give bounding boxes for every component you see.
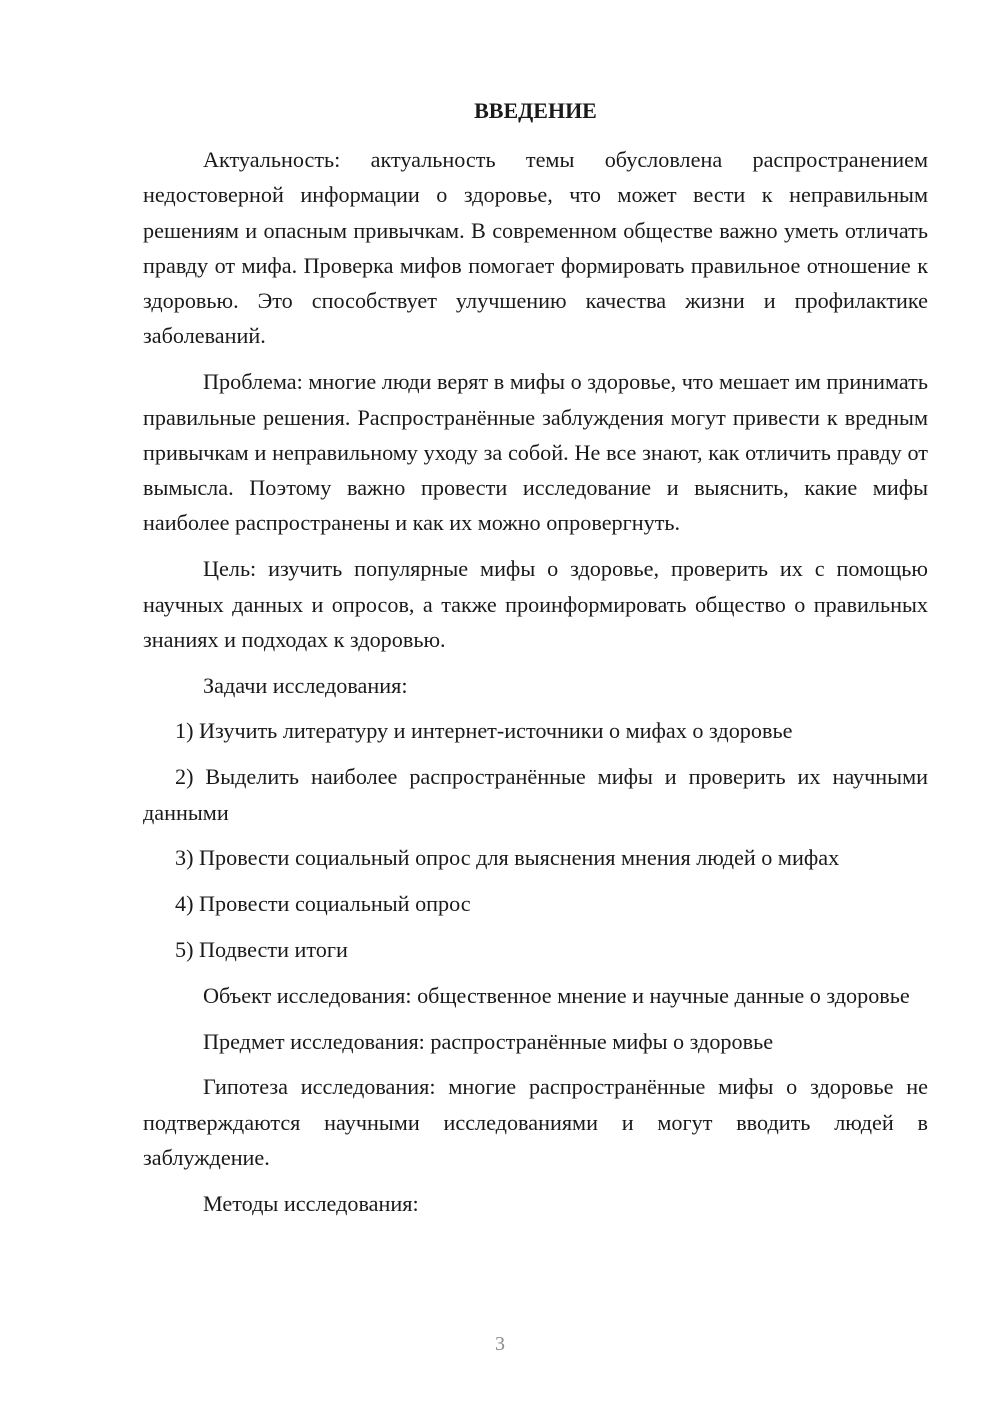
task-item-1: 1) Изучить литературу и интернет-источники о мифах о здоровье [175, 718, 793, 744]
paragraph-tasks-heading: Задачи исследования: [203, 672, 408, 698]
paragraph-object: Объект исследования: общественное мнение и научные данные о здоровье [203, 982, 910, 1008]
paragraph-goal: Цель: изучить популярные мифы о здоровье, проверить их с помощью научных данных и опросов, а также проинформировать общество о правильных знаниях и подходах к здоровью. [143, 556, 928, 652]
paragraph-relevance: Актуальность: актуальность темы обусловлена распространением недостоверной информации о здоровье, что может вести к неправильным решениям и опасным привычкам. В современном обществе важно уметь отличать правду от мифа. Проверка мифов помогает формировать правильное отношение к здоровью. Это способствует улучшению качества жизни и профилактике заболеваний. [143, 147, 928, 349]
task-item-4: 4) Провести социальный опрос [175, 891, 471, 917]
document-body [143, 142, 928, 1232]
task-item-5: 5) Подвести итоги [175, 936, 348, 962]
paragraph-methods: Методы исследования: [203, 1190, 419, 1216]
paragraph-hypothesis: Гипотеза исследования: многие распространённые мифы о здоровье не подтверждаются научными исследованиями и могут вводить людей в заблуждение. [143, 1074, 928, 1170]
task-item-2: 2) Выделить наиболее распространённые мифы и проверить их научными данными [143, 764, 928, 825]
task-item-3: 3) Провести социальный опрос для выяснения мнения людей о мифах [175, 845, 840, 871]
page-number: 3 [495, 1333, 505, 1355]
section-heading: ВВЕДЕНИЕ [474, 98, 597, 123]
paragraph-problem: Проблема: многие люди верят в мифы о здоровье, что мешает им принимать правильные решения. Распространённые заблуждения могут привести к вредным привычкам и неправильному уходу за собой. Не все знают, как отличить правду от вымысла. Поэтому важно провести исследование и выяснить, какие мифы наиболее распространены и как их можно опровергнуть. [143, 369, 928, 536]
paragraph-subject: Предмет исследования: распространённые мифы о здоровье [203, 1028, 774, 1054]
